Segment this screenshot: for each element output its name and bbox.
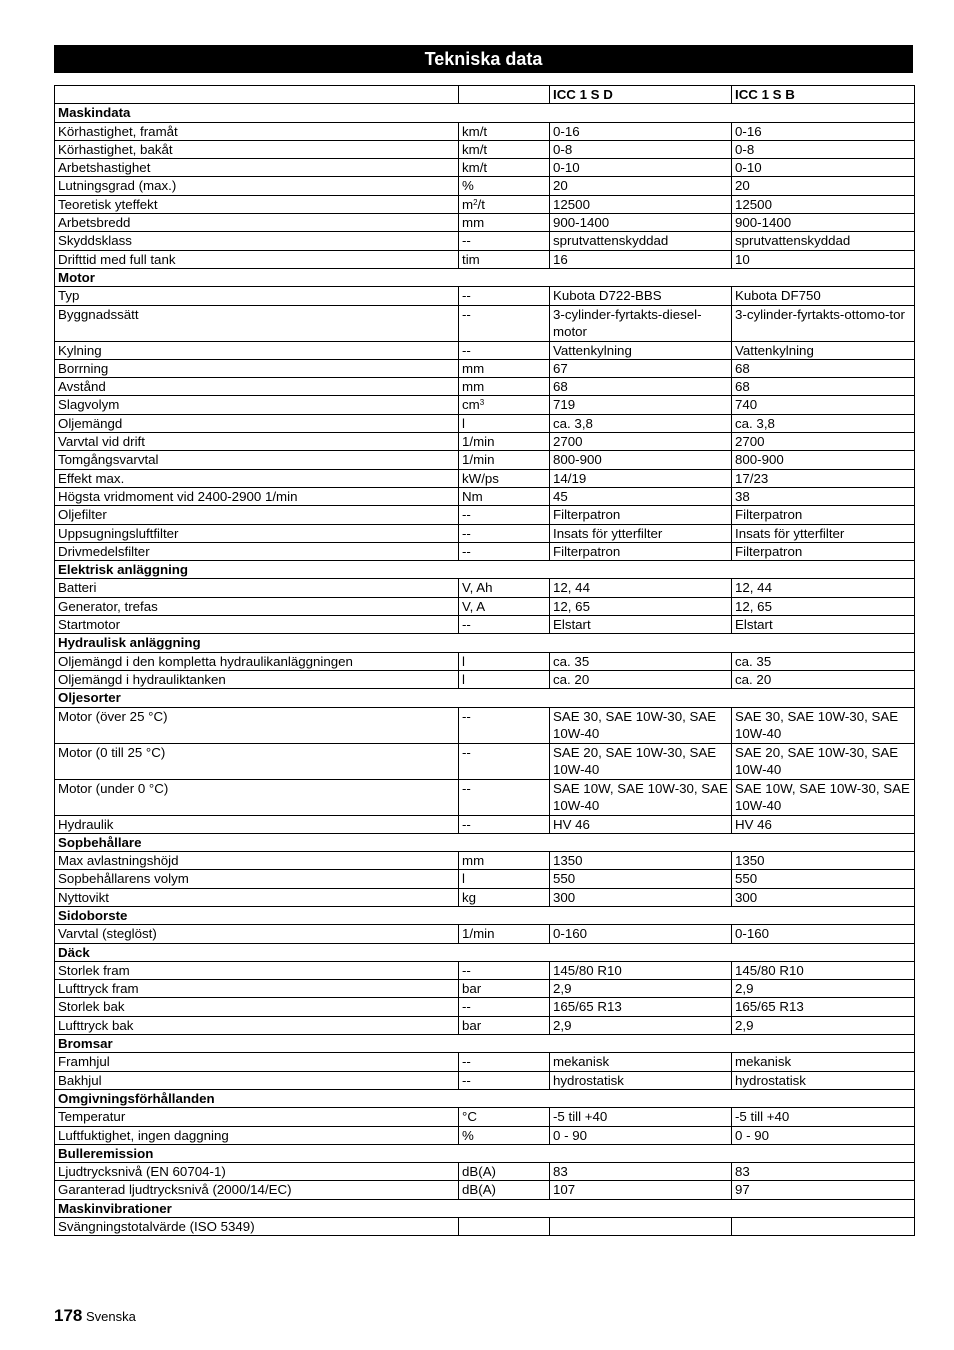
cell-value-model-1: SAE 30, SAE 10W-30, SAE 10W-40	[550, 707, 732, 743]
table-row	[55, 961, 915, 979]
cell-value-model-1: Elstart	[550, 616, 732, 634]
table-row	[55, 1126, 915, 1144]
cell-value-model-1: 550	[550, 870, 732, 888]
table-row	[55, 888, 915, 906]
table-row	[55, 378, 915, 396]
cell-value-model-2: ca. 20	[732, 670, 915, 688]
section-title: Oljesorter	[55, 689, 915, 707]
cell-value-model-2: 17/23	[732, 469, 915, 487]
cell-value-model-2	[732, 1218, 915, 1236]
cell-parameter: Oljemängd	[55, 414, 459, 432]
cell-parameter: Storlek bak	[55, 998, 459, 1016]
table-row	[55, 232, 915, 250]
table-row	[55, 140, 915, 158]
table-row	[55, 1071, 915, 1089]
cell-value-model-2: 2700	[732, 433, 915, 451]
cell-parameter: Skyddsklass	[55, 232, 459, 250]
cell-value-model-1: Kubota D722-BBS	[550, 287, 732, 305]
cell-parameter: Körhastighet, bakåt	[55, 140, 459, 158]
cell-parameter: Slagvolym	[55, 396, 459, 414]
table-row	[55, 1181, 915, 1199]
cell-value-model-2: 68	[732, 359, 915, 377]
cell-value-model-1: 719	[550, 396, 732, 414]
cell-value-model-2: 12, 44	[732, 579, 915, 597]
cell-unit: --	[459, 287, 550, 305]
cell-value-model-2: ca. 3,8	[732, 414, 915, 432]
cell-parameter: Drivmedelsfilter	[55, 542, 459, 560]
cell-value-model-2: 165/65 R13	[732, 998, 915, 1016]
cell-value-model-1: 68	[550, 378, 732, 396]
cell-value-model-2: ca. 35	[732, 652, 915, 670]
section-header-row	[55, 561, 915, 579]
cell-unit: l	[459, 670, 550, 688]
section-header-row	[55, 833, 915, 851]
cell-unit: l	[459, 870, 550, 888]
table-row	[55, 707, 915, 743]
cell-parameter: Typ	[55, 287, 459, 305]
section-title: Elektrisk anläggning	[55, 561, 915, 579]
cell-unit: kg	[459, 888, 550, 906]
table-row	[55, 214, 915, 232]
table-row	[55, 341, 915, 359]
cell-value-model-2: Vattenkylning	[732, 341, 915, 359]
table-row	[55, 359, 915, 377]
section-title: Maskinvibrationer	[55, 1199, 915, 1217]
cell-unit: --	[459, 1053, 550, 1071]
cell-parameter: Motor (över 25 °C)	[55, 707, 459, 743]
cell-unit: --	[459, 743, 550, 779]
table-row	[55, 195, 915, 213]
cell-value-model-2: Elstart	[732, 616, 915, 634]
cell-value-model-2: Insats för ytterfilter	[732, 524, 915, 542]
cell-value-model-1: 107	[550, 1181, 732, 1199]
cell-unit: --	[459, 815, 550, 833]
cell-value-model-1: Insats för ytterfilter	[550, 524, 732, 542]
cell-unit: mm	[459, 214, 550, 232]
table-row	[55, 597, 915, 615]
table-row	[55, 414, 915, 432]
cell-value-model-1: 14/19	[550, 469, 732, 487]
cell-unit: --	[459, 542, 550, 560]
cell-parameter: Framhjul	[55, 1053, 459, 1071]
cell-parameter: Lufttryck fram	[55, 980, 459, 998]
cell-unit: dB(A)	[459, 1181, 550, 1199]
footer-language: Svenska	[86, 1309, 136, 1324]
cell-unit	[459, 1218, 550, 1236]
table-row	[55, 122, 915, 140]
cell-unit: %	[459, 1126, 550, 1144]
cell-unit: V, Ah	[459, 579, 550, 597]
section-title: Maskindata	[55, 104, 915, 122]
cell-value-model-1: 145/80 R10	[550, 961, 732, 979]
cell-value-model-2: 97	[732, 1181, 915, 1199]
cell-unit: km/t	[459, 159, 550, 177]
cell-value-model-1: 20	[550, 177, 732, 195]
section-header-row	[55, 1144, 915, 1162]
cell-value-model-2: 12500	[732, 195, 915, 213]
section-title: Sopbehållare	[55, 833, 915, 851]
cell-value-model-1: 67	[550, 359, 732, 377]
cell-parameter: Oljemängd i hydrauliktanken	[55, 670, 459, 688]
table-row	[55, 779, 915, 815]
table-row	[55, 433, 915, 451]
cell-parameter: Nyttovikt	[55, 888, 459, 906]
section-header-row	[55, 104, 915, 122]
page-number: 178	[54, 1306, 83, 1325]
section-header-row	[55, 943, 915, 961]
cell-value-model-1: -5 till +40	[550, 1108, 732, 1126]
cell-parameter: Oljemängd i den kompletta hydraulikanläggningen	[55, 652, 459, 670]
cell-value-model-2: mekanisk	[732, 1053, 915, 1071]
cell-parameter: Körhastighet, framåt	[55, 122, 459, 140]
cell-parameter: Hydraulik	[55, 815, 459, 833]
cell-unit: kW/ps	[459, 469, 550, 487]
cell-value-model-1: 0-8	[550, 140, 732, 158]
cell-value-model-1: 1350	[550, 852, 732, 870]
cell-parameter: Garanterad ljudtrycksnivå (2000/14/EC)	[55, 1181, 459, 1199]
table-row	[55, 1016, 915, 1034]
table-row	[55, 451, 915, 469]
cell-value-model-2: 1350	[732, 852, 915, 870]
cell-unit: Nm	[459, 487, 550, 505]
cell-parameter: Varvtal (steglöst)	[55, 925, 459, 943]
section-header-row	[55, 906, 915, 924]
table-row	[55, 852, 915, 870]
table-row	[55, 487, 915, 505]
cell-parameter: Motor (under 0 °C)	[55, 779, 459, 815]
table-row	[55, 542, 915, 560]
cell-value-model-2: 550	[732, 870, 915, 888]
cell-unit: --	[459, 524, 550, 542]
cell-value-model-1: 3-cylinder-fyrtakts-diesel-motor	[550, 305, 732, 341]
cell-unit: V, A	[459, 597, 550, 615]
cell-parameter: Avstånd	[55, 378, 459, 396]
table-row	[55, 652, 915, 670]
cell-value-model-1: hydrostatisk	[550, 1071, 732, 1089]
table-row	[55, 670, 915, 688]
table-row	[55, 1053, 915, 1071]
section-title: Omgivningsförhållanden	[55, 1089, 915, 1107]
cell-parameter: Oljefilter	[55, 506, 459, 524]
cell-parameter: Högsta vridmoment vid 2400-2900 1/min	[55, 487, 459, 505]
cell-value-model-2: 2,9	[732, 1016, 915, 1034]
cell-unit: --	[459, 616, 550, 634]
section-header-row	[55, 1035, 915, 1053]
cell-value-model-2: 0-160	[732, 925, 915, 943]
header-cell-model-1: ICC 1 S D	[550, 86, 732, 104]
cell-unit: --	[459, 506, 550, 524]
cell-parameter: Motor (0 till 25 °C)	[55, 743, 459, 779]
cell-value-model-1	[550, 1218, 732, 1236]
section-header-row	[55, 634, 915, 652]
cell-unit: mm	[459, 359, 550, 377]
cell-unit: mm	[459, 852, 550, 870]
section-header-row	[55, 689, 915, 707]
cell-value-model-2: 83	[732, 1163, 915, 1181]
cell-parameter: Teoretisk yteffekt	[55, 195, 459, 213]
cell-value-model-2: sprutvattenskyddad	[732, 232, 915, 250]
page-title: Tekniska data	[54, 45, 913, 73]
cell-unit: 1/min	[459, 925, 550, 943]
section-header-row	[55, 268, 915, 286]
cell-unit: --	[459, 707, 550, 743]
cell-value-model-1: 16	[550, 250, 732, 268]
cell-unit: --	[459, 779, 550, 815]
table-row	[55, 287, 915, 305]
table-row	[55, 1163, 915, 1181]
cell-parameter: Lufttryck bak	[55, 1016, 459, 1034]
cell-unit: --	[459, 305, 550, 341]
cell-parameter: Temperatur	[55, 1108, 459, 1126]
cell-parameter: Startmotor	[55, 616, 459, 634]
cell-value-model-1: 12500	[550, 195, 732, 213]
cell-value-model-1: mekanisk	[550, 1053, 732, 1071]
cell-parameter: Sopbehållarens volym	[55, 870, 459, 888]
table-row	[55, 980, 915, 998]
cell-unit: --	[459, 232, 550, 250]
cell-value-model-2: Filterpatron	[732, 542, 915, 560]
table-header-row	[55, 86, 915, 104]
section-title: Sidoborste	[55, 906, 915, 924]
cell-unit: --	[459, 341, 550, 359]
cell-value-model-2: 0 - 90	[732, 1126, 915, 1144]
cell-value-model-1: 900-1400	[550, 214, 732, 232]
cell-value-model-1: 165/65 R13	[550, 998, 732, 1016]
cell-value-model-1: 2,9	[550, 1016, 732, 1034]
cell-parameter: Uppsugningsluftfilter	[55, 524, 459, 542]
section-title: Motor	[55, 268, 915, 286]
cell-parameter: Arbetshastighet	[55, 159, 459, 177]
table-row	[55, 396, 915, 414]
table-row	[55, 616, 915, 634]
cell-unit: $cm^3$	[459, 396, 550, 414]
cell-value-model-2: 900-1400	[732, 214, 915, 232]
cell-value-model-1: HV 46	[550, 815, 732, 833]
page-footer	[54, 1306, 136, 1326]
cell-value-model-1: 300	[550, 888, 732, 906]
cell-parameter: Svängningstotalvärde (ISO 5349)	[55, 1218, 459, 1236]
table-row	[55, 743, 915, 779]
cell-unit: 1/min	[459, 433, 550, 451]
cell-value-model-2: HV 46	[732, 815, 915, 833]
cell-value-model-2: 20	[732, 177, 915, 195]
cell-value-model-2: 145/80 R10	[732, 961, 915, 979]
cell-unit: l	[459, 652, 550, 670]
cell-value-model-1: 12, 65	[550, 597, 732, 615]
cell-unit: bar	[459, 1016, 550, 1034]
cell-value-model-2: 38	[732, 487, 915, 505]
cell-value-model-1: SAE 20, SAE 10W-30, SAE 10W-40	[550, 743, 732, 779]
cell-parameter: Storlek fram	[55, 961, 459, 979]
cell-unit: tim	[459, 250, 550, 268]
cell-value-model-1: ca. 20	[550, 670, 732, 688]
table-row	[55, 305, 915, 341]
cell-value-model-2: Kubota DF750	[732, 287, 915, 305]
cell-value-model-1: sprutvattenskyddad	[550, 232, 732, 250]
cell-unit: %	[459, 177, 550, 195]
cell-value-model-2: SAE 30, SAE 10W-30, SAE 10W-40	[732, 707, 915, 743]
cell-value-model-1: 12, 44	[550, 579, 732, 597]
cell-parameter: Borrning	[55, 359, 459, 377]
cell-value-model-2: 10	[732, 250, 915, 268]
cell-unit: mm	[459, 378, 550, 396]
tech-data-table	[54, 85, 915, 1236]
table-row	[55, 998, 915, 1016]
cell-value-model-2: 740	[732, 396, 915, 414]
table-row	[55, 1218, 915, 1236]
cell-unit: --	[459, 961, 550, 979]
cell-value-model-2: 3-cylinder-fyrtakts-ottomo-tor	[732, 305, 915, 341]
cell-value-model-1: 0-10	[550, 159, 732, 177]
table-row	[55, 1108, 915, 1126]
cell-parameter: Varvtal vid drift	[55, 433, 459, 451]
cell-value-model-2: -5 till +40	[732, 1108, 915, 1126]
cell-parameter: Luftfuktighet, ingen daggning	[55, 1126, 459, 1144]
cell-value-model-1: 2700	[550, 433, 732, 451]
cell-parameter: Ljudtrycksnivå (EN 60704-1)	[55, 1163, 459, 1181]
cell-value-model-2: SAE 20, SAE 10W-30, SAE 10W-40	[732, 743, 915, 779]
cell-value-model-2: 2,9	[732, 980, 915, 998]
cell-parameter: Batteri	[55, 579, 459, 597]
cell-value-model-1: ca. 3,8	[550, 414, 732, 432]
table-row	[55, 925, 915, 943]
cell-unit: $m^2/t$	[459, 195, 550, 213]
cell-value-model-1: 2,9	[550, 980, 732, 998]
cell-value-model-2: 300	[732, 888, 915, 906]
cell-value-model-1: 0-160	[550, 925, 732, 943]
table-row	[55, 469, 915, 487]
cell-unit: °C	[459, 1108, 550, 1126]
table-row	[55, 524, 915, 542]
table-row	[55, 870, 915, 888]
cell-value-model-2: 0-16	[732, 122, 915, 140]
table-row	[55, 579, 915, 597]
cell-value-model-2: 12, 65	[732, 597, 915, 615]
table-body	[55, 86, 915, 1236]
table-row	[55, 159, 915, 177]
cell-unit: 1/min	[459, 451, 550, 469]
cell-value-model-2: SAE 10W, SAE 10W-30, SAE 10W-40	[732, 779, 915, 815]
table-row	[55, 177, 915, 195]
cell-parameter: Max avlastningshöjd	[55, 852, 459, 870]
cell-value-model-1: Vattenkylning	[550, 341, 732, 359]
cell-value-model-1: 0-16	[550, 122, 732, 140]
header-cell-label	[55, 86, 459, 104]
table-row	[55, 250, 915, 268]
cell-parameter: Effekt max.	[55, 469, 459, 487]
cell-value-model-1: 45	[550, 487, 732, 505]
cell-unit: bar	[459, 980, 550, 998]
cell-value-model-2: hydrostatisk	[732, 1071, 915, 1089]
section-title: Bromsar	[55, 1035, 915, 1053]
section-header-row	[55, 1199, 915, 1217]
cell-unit: km/t	[459, 122, 550, 140]
cell-parameter: Bakhjul	[55, 1071, 459, 1089]
cell-unit: dB(A)	[459, 1163, 550, 1181]
section-header-row	[55, 1089, 915, 1107]
cell-parameter: Kylning	[55, 341, 459, 359]
section-title: Bulleremission	[55, 1144, 915, 1162]
cell-unit: --	[459, 1071, 550, 1089]
cell-value-model-2: Filterpatron	[732, 506, 915, 524]
cell-parameter: Generator, trefas	[55, 597, 459, 615]
cell-value-model-1: 0 - 90	[550, 1126, 732, 1144]
section-title: Däck	[55, 943, 915, 961]
cell-parameter: Byggnadssätt	[55, 305, 459, 341]
cell-value-model-1: ca. 35	[550, 652, 732, 670]
table-row	[55, 506, 915, 524]
cell-value-model-1: SAE 10W, SAE 10W-30, SAE 10W-40	[550, 779, 732, 815]
cell-parameter: Arbetsbredd	[55, 214, 459, 232]
cell-value-model-1: Filterpatron	[550, 506, 732, 524]
header-cell-unit	[459, 86, 550, 104]
cell-value-model-2: 0-8	[732, 140, 915, 158]
cell-unit: --	[459, 998, 550, 1016]
header-cell-model-2: ICC 1 S B	[732, 86, 915, 104]
table-row	[55, 815, 915, 833]
cell-value-model-1: Filterpatron	[550, 542, 732, 560]
cell-parameter: Tomgångsvarvtal	[55, 451, 459, 469]
cell-parameter: Lutningsgrad (max.)	[55, 177, 459, 195]
cell-unit: l	[459, 414, 550, 432]
cell-value-model-1: 83	[550, 1163, 732, 1181]
cell-value-model-2: 0-10	[732, 159, 915, 177]
cell-value-model-2: 800-900	[732, 451, 915, 469]
cell-unit: km/t	[459, 140, 550, 158]
section-title: Hydraulisk anläggning	[55, 634, 915, 652]
cell-parameter: Drifttid med full tank	[55, 250, 459, 268]
cell-value-model-2: 68	[732, 378, 915, 396]
cell-value-model-1: 800-900	[550, 451, 732, 469]
